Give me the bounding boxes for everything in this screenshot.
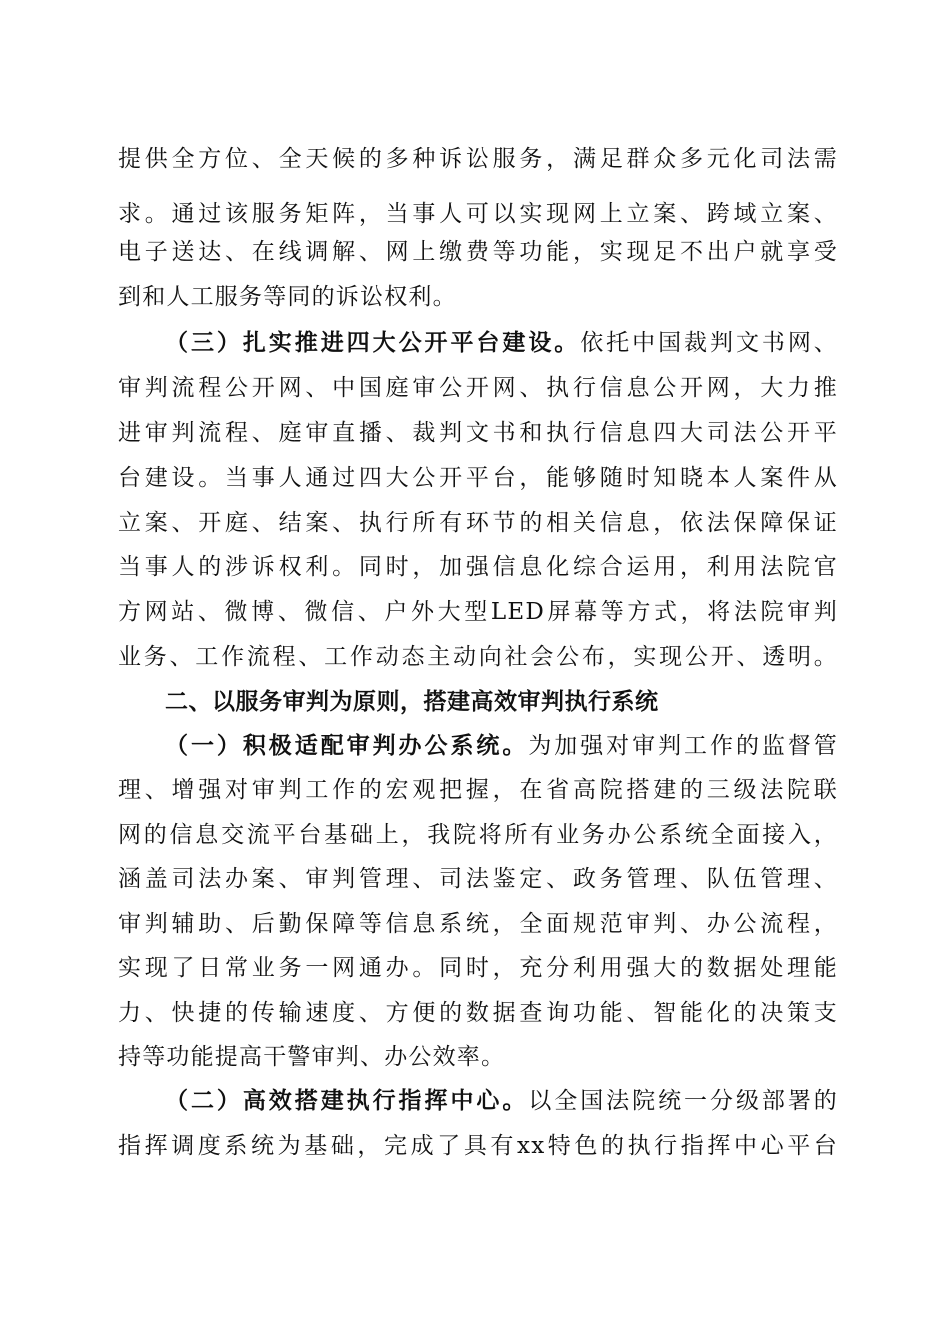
- body-text-line: 求。通过该服务矩阵，当事人可以实现网上立案、跨域立案、: [118, 201, 838, 227]
- body-text-line: 业务、工作流程、工作动态主动向社会公布，实现公开、透明。: [118, 644, 838, 670]
- body-text-line: 指挥调度系统为基础，完成了具有xx特色的执行指挥中心平台: [118, 1133, 838, 1159]
- subsection-2-title: （二）高效搭建执行指挥中心。: [165, 1087, 529, 1114]
- body-text-line: 涵盖司法办案、审判管理、司法鉴定、政务管理、队伍管理、: [118, 866, 838, 892]
- body-text-line: 实现了日常业务一网通办。同时，充分利用强大的数据处理能: [118, 955, 838, 981]
- body-text-line: 提供全方位、全天候的多种诉讼服务，满足群众多元化司法需: [118, 146, 838, 172]
- body-text-line: 审判辅助、后勤保障等信息系统，全面规范审判、办公流程，: [118, 911, 838, 937]
- body-text-line: 台建设。当事人通过四大公开平台，能够随时知晓本人案件从: [118, 465, 838, 491]
- body-text-line: 网的信息交流平台基础上，我院将所有业务办公系统全面接入，: [118, 822, 838, 848]
- body-text-line: 理、增强对审判工作的宏观把握，在省高院搭建的三级法院联: [118, 777, 838, 803]
- subsection-3-title: （三）扎实推进四大公开平台建设。: [165, 329, 581, 356]
- subsection-1-text: 为加强对审判工作的监督管: [528, 733, 838, 759]
- body-text-line: 力、快捷的传输速度、方便的数据查询功能、智能化的决策支: [118, 1000, 838, 1026]
- body-text-line: 持等功能提高干警审判、办公效率。: [118, 1044, 506, 1070]
- subsection-1-title: （一）积极适配审判办公系统。: [165, 732, 529, 759]
- subsection-3-line: [165, 321, 838, 365]
- body-text-line: 到和人工服务等同的诉讼权利。: [118, 284, 457, 310]
- body-text-line: 当事人的涉诉权利。同时，加强信息化综合运用，利用法院官: [118, 554, 838, 580]
- subsection-2-text: 以全国法院统一分级部署的: [528, 1088, 838, 1114]
- body-text-line: 方网站、微博、微信、户外大型LED屏幕等方式，将法院审判: [118, 599, 838, 625]
- subsection-1-line: [165, 724, 838, 768]
- body-text-line: 进审判流程、庭审直播、裁判文书和执行信息四大司法公开平: [118, 420, 838, 446]
- body-text-line: 审判流程公开网、中国庭审公开网、执行信息公开网，大力推: [118, 375, 838, 401]
- body-text-line: 电子送达、在线调解、网上缴费等功能，实现足不出户就享受: [118, 239, 838, 265]
- subsection-3-text: 依托中国裁判文书网、: [580, 330, 839, 356]
- subsection-2-line: [165, 1079, 838, 1123]
- section-heading: 二、以服务审判为原则，搭建高效审判执行系统: [165, 689, 659, 715]
- body-text-line: 立案、开庭、结案、执行所有环节的相关信息，依法保障保证: [118, 510, 838, 536]
